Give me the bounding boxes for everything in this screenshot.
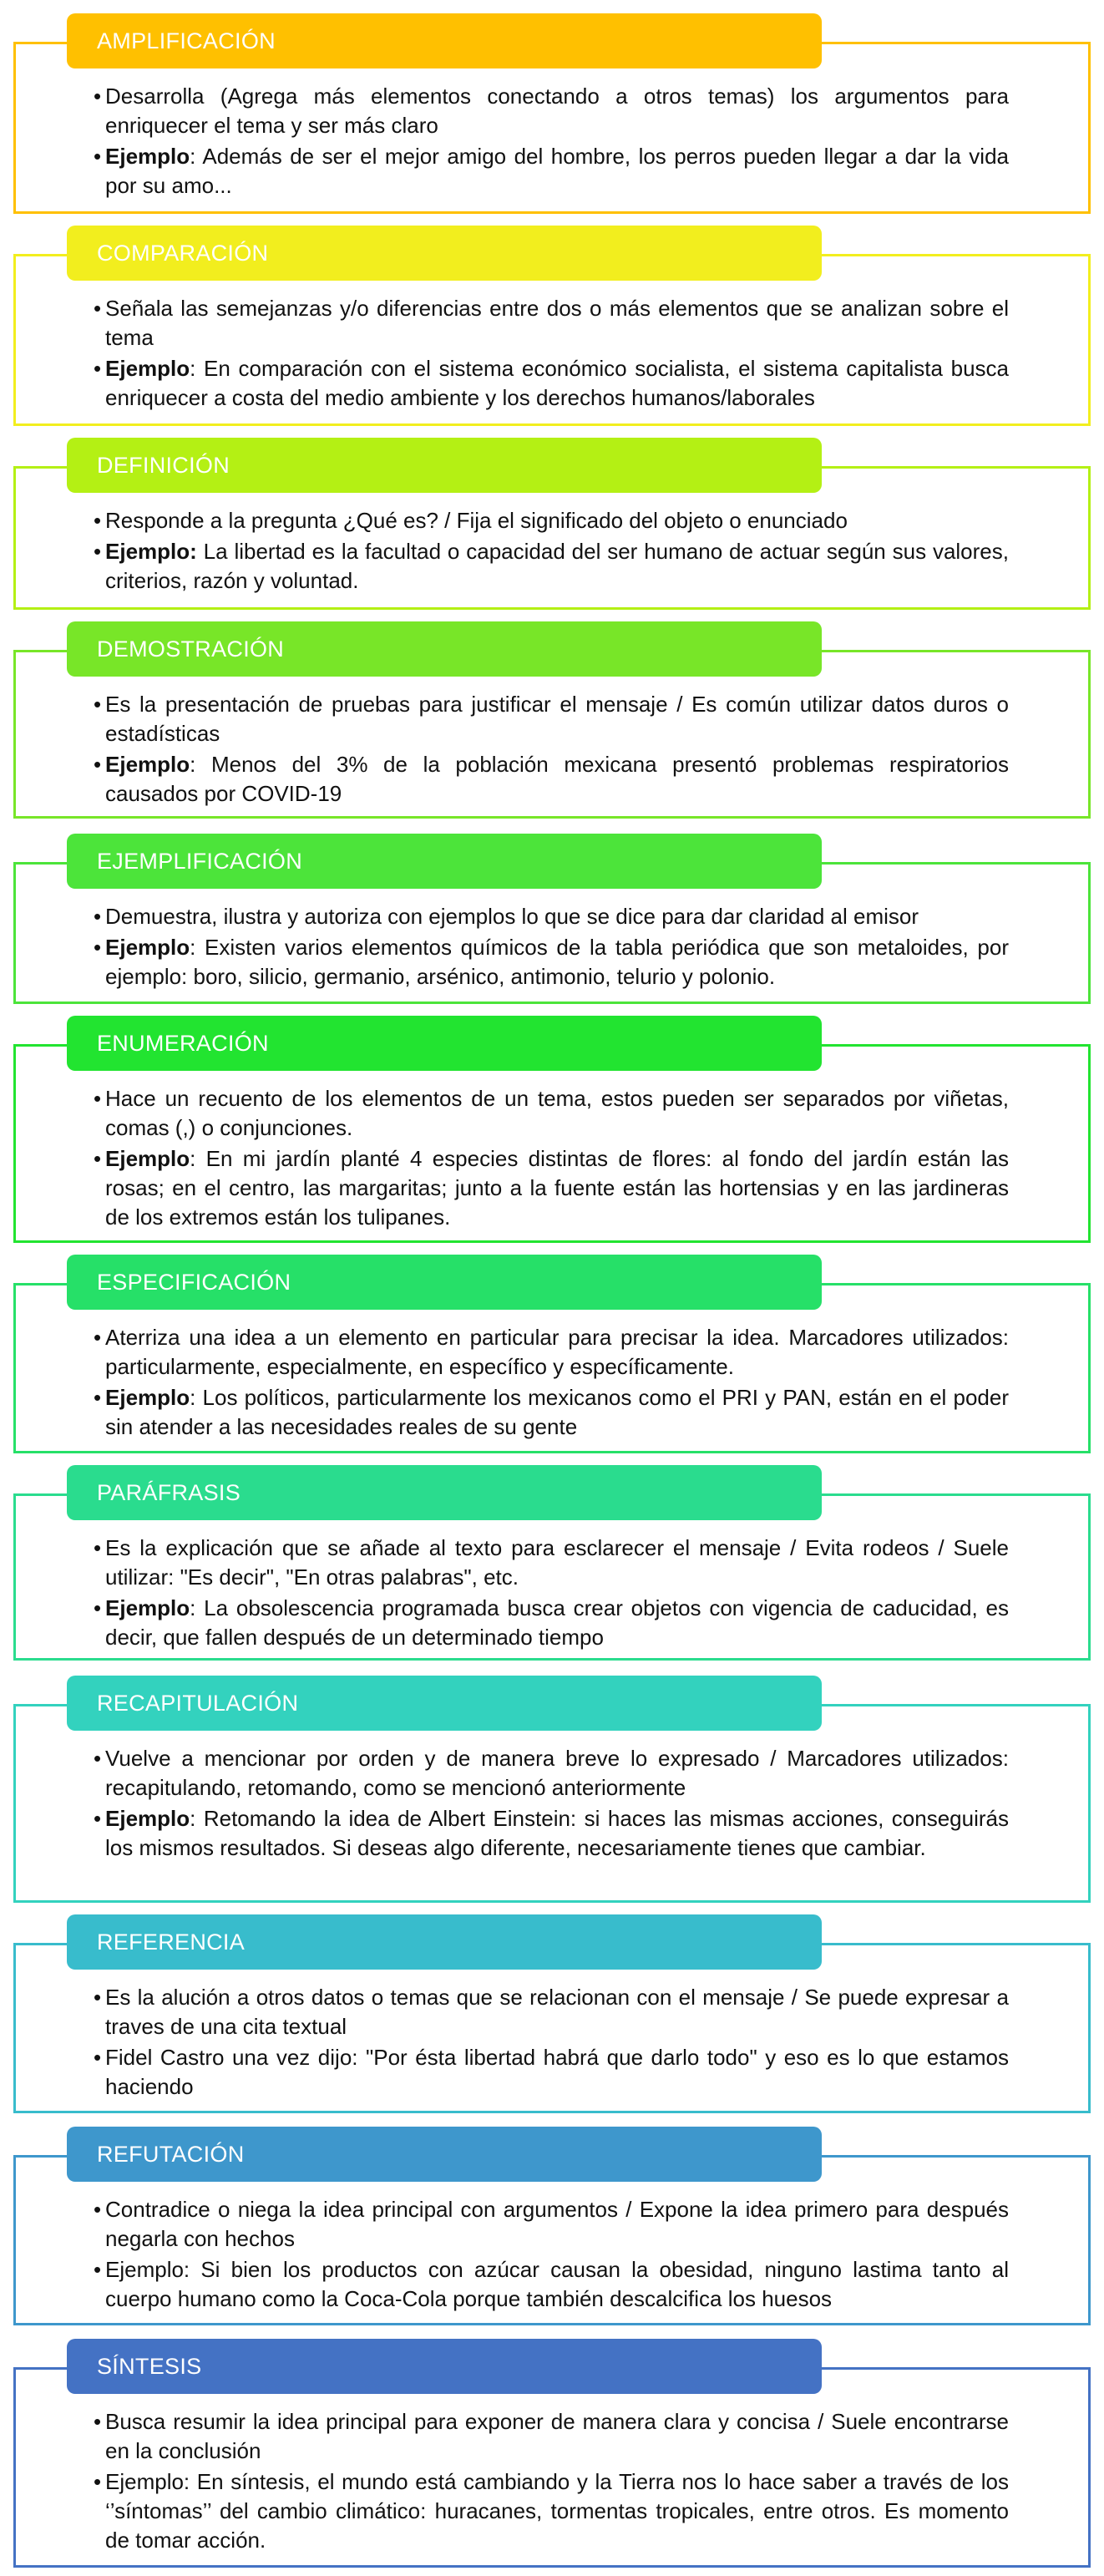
- bullet-bold-label: Ejemplo: [105, 356, 190, 381]
- bullet-text: : En comparación con el sistema económico socialista, el sistema capitalista busca enriquecer a costa del medio ambiente y los derechos humanos/laborales: [105, 356, 1009, 410]
- bullet-text: Fidel Castro una vez dijo: "Por ésta libertad habrá que darlo todo" y eso es lo que estamos haciendo: [105, 2045, 1009, 2099]
- section-title-text: REFERENCIA: [97, 1929, 246, 1955]
- bullet-item: [95, 933, 1009, 991]
- bullet-text: Ejemplo: Si bien los productos con azúcar causan la obesidad, ninguno lastima tanto al cuerpo humano como la Coca-Cola porque también descalcifica los huesos: [105, 2257, 1009, 2311]
- bullet-bold-label: Ejemplo: [105, 1595, 190, 1620]
- section-content: [95, 1744, 1009, 1864]
- section-title: [67, 1914, 822, 1970]
- bullet-item: [95, 294, 1009, 352]
- section-title-text: REFUTACIÓN: [97, 2141, 245, 2167]
- section-content: [95, 690, 1009, 810]
- bullet-bold-label: Ejemplo: [105, 144, 190, 169]
- bullet-item: [95, 1804, 1009, 1863]
- bullet-item: [95, 902, 1009, 931]
- bullet-text: Vuelve a mencionar por orden y de manera breve lo expresado / Marcadores utilizados: recapitulando, retomando, como se mencionó anteriormente: [105, 1746, 1009, 1800]
- bullet-item: [95, 82, 1009, 140]
- section-title-text: COMPARACIÓN: [97, 240, 269, 266]
- section-title: [67, 2127, 822, 2182]
- bullet-text: : Menos del 3% de la población mexicana presentó problemas respiratorios causados por COVID-19: [105, 752, 1009, 806]
- section-content: [95, 294, 1009, 414]
- section-content: [95, 1084, 1009, 1234]
- section-title: [67, 226, 822, 281]
- bullet-item: [95, 2043, 1009, 2102]
- section-content: [95, 1534, 1009, 1654]
- bullet-bold-label: Ejemplo: [105, 1385, 190, 1410]
- section-content: [95, 1983, 1009, 2103]
- bullet-item: [95, 354, 1009, 413]
- section-title: [67, 2339, 822, 2394]
- bullet-text: Contradice o niega la idea principal con argumentos / Expone la idea primero para después negarla con hechos: [105, 2197, 1009, 2251]
- bullet-text: Busca resumir la idea principal para exponer de manera clara y concisa / Suele encontrarse en la conclusión: [105, 2409, 1009, 2463]
- section-title-text: ENUMERACIÓN: [97, 1030, 269, 1056]
- section-title-text: ESPECIFICACIÓN: [97, 1269, 291, 1295]
- bullet-text: Aterriza una idea a un elemento en particular para precisar la idea. Marcadores utilizados: particularmente, especialmente, en específico y específicamente.: [105, 1325, 1009, 1379]
- bullet-bold-label: Ejemplo:: [105, 539, 197, 564]
- section-title: [67, 13, 822, 68]
- bullet-text: Ejemplo: En síntesis, el mundo está cambiando y la Tierra nos lo hace saber a través de los ‘’síntomas’’ del cambio climático: huracanes, tormentas tropicales, entre otros. Es momento de tomar acción.: [105, 2469, 1009, 2553]
- bullet-bold-label: Ejemplo: [105, 935, 190, 960]
- section-content: [95, 506, 1009, 597]
- section-title: [67, 621, 822, 677]
- section-content: [95, 2195, 1009, 2315]
- bullet-item: [95, 1983, 1009, 2041]
- section-title-text: EJEMPLIFICACIÓN: [97, 848, 303, 874]
- section-title-text: AMPLIFICACIÓN: [97, 28, 276, 53]
- bullet-text: Señala las semejanzas y/o diferencias entre dos o más elementos que se analizan sobre el tema: [105, 296, 1009, 350]
- bullet-text: : La obsolescencia programada busca crear objetos con vigencia de caducidad, es decir, que fallen después de un determinado tiempo: [105, 1595, 1009, 1650]
- bullet-item: [95, 2195, 1009, 2254]
- bullet-bold-label: Ejemplo: [105, 1146, 190, 1171]
- section-title: [67, 834, 822, 889]
- bullet-item: [95, 2467, 1009, 2555]
- bullet-item: [95, 2255, 1009, 2314]
- bullet-item: [95, 2407, 1009, 2466]
- section-title-text: RECAPITULACIÓN: [97, 1690, 299, 1716]
- bullet-text: : Los políticos, particularmente los mexicanos como el PRI y PAN, están en el poder sin atender a las necesidades reales de su gente: [105, 1385, 1009, 1439]
- bullet-text: Demuestra, ilustra y autoriza con ejemplos lo que se dice para dar claridad al emisor: [105, 904, 919, 929]
- bullet-item: [95, 1084, 1009, 1143]
- bullet-text: Es la alución a otros datos o temas que se relacionan con el mensaje / Se puede expresar a traves de una cita textual: [105, 1985, 1009, 2039]
- bullet-item: [95, 537, 1009, 596]
- bullet-text: La libertad es la facultad o capacidad del ser humano de actuar según sus valores, criterios, razón y voluntad.: [105, 539, 1009, 593]
- bullet-item: [95, 690, 1009, 748]
- section-content: [95, 2407, 1009, 2557]
- section-title-text: PARÁFRASIS: [97, 1479, 241, 1505]
- section-content: [95, 1323, 1009, 1443]
- section-title-text: DEFINICIÓN: [97, 452, 230, 478]
- section-title: [67, 1465, 822, 1520]
- bullet-text: : En mi jardín planté 4 especies distintas de flores: al fondo del jardín están las rosas; en el centro, las margaritas; junto a la fuente están las hortensias y en las jardineras de los extremos están los tulipanes.: [105, 1146, 1009, 1230]
- bullet-bold-label: Ejemplo: [105, 1806, 190, 1831]
- section-title-text: DEMOSTRACIÓN: [97, 636, 285, 662]
- bullet-text: Es la presentación de pruebas para justificar el mensaje / Es común utilizar datos duros o estadísticas: [105, 692, 1009, 746]
- bullet-item: [95, 1144, 1009, 1232]
- bullet-item: [95, 750, 1009, 809]
- bullet-text: Es la explicación que se añade al texto para esclarecer el mensaje / Evita rodeos / Suele utilizar: "Es decir", "En otras palabras", etc.: [105, 1535, 1009, 1590]
- bullet-text: : Retomando la idea de Albert Einstein: si haces las mismas acciones, conseguirás los mismos resultados. Si deseas algo diferente, necesariamente tienes que cambiar.: [105, 1806, 1009, 1860]
- bullet-text: Responde a la pregunta ¿Qué es? / Fija el significado del objeto o enunciado: [105, 508, 848, 533]
- bullet-item: [95, 1744, 1009, 1803]
- bullet-item: [95, 1383, 1009, 1442]
- section-title: [67, 1016, 822, 1071]
- bullet-text: : Además de ser el mejor amigo del hombre, los perros pueden llegar a dar la vida por su amo...: [105, 144, 1009, 198]
- section-title: [67, 1676, 822, 1731]
- bullet-item: [95, 1323, 1009, 1382]
- section-title: [67, 438, 822, 493]
- bullet-bold-label: Ejemplo: [105, 752, 190, 777]
- section-content: [95, 82, 1009, 202]
- bullet-item: [95, 1534, 1009, 1592]
- bullet-text: Hace un recuento de los elementos de un tema, estos pueden ser separados por viñetas, comas (,) o conjunciones.: [105, 1086, 1009, 1140]
- section-title: [67, 1255, 822, 1310]
- bullet-item: [95, 506, 1009, 535]
- section-title-text: SÍNTESIS: [97, 2353, 202, 2379]
- bullet-item: [95, 142, 1009, 200]
- section-content: [95, 902, 1009, 993]
- bullet-item: [95, 1594, 1009, 1652]
- bullet-text: Desarrolla (Agrega más elementos conectando a otros temas) los argumentos para enriquecer el tema y ser más claro: [105, 84, 1009, 138]
- bullet-text: : Existen varios elementos químicos de la tabla periódica que son metaloides, por ejemplo: boro, silicio, germanio, arsénico, antimonio, telurio y polonio.: [105, 935, 1009, 989]
